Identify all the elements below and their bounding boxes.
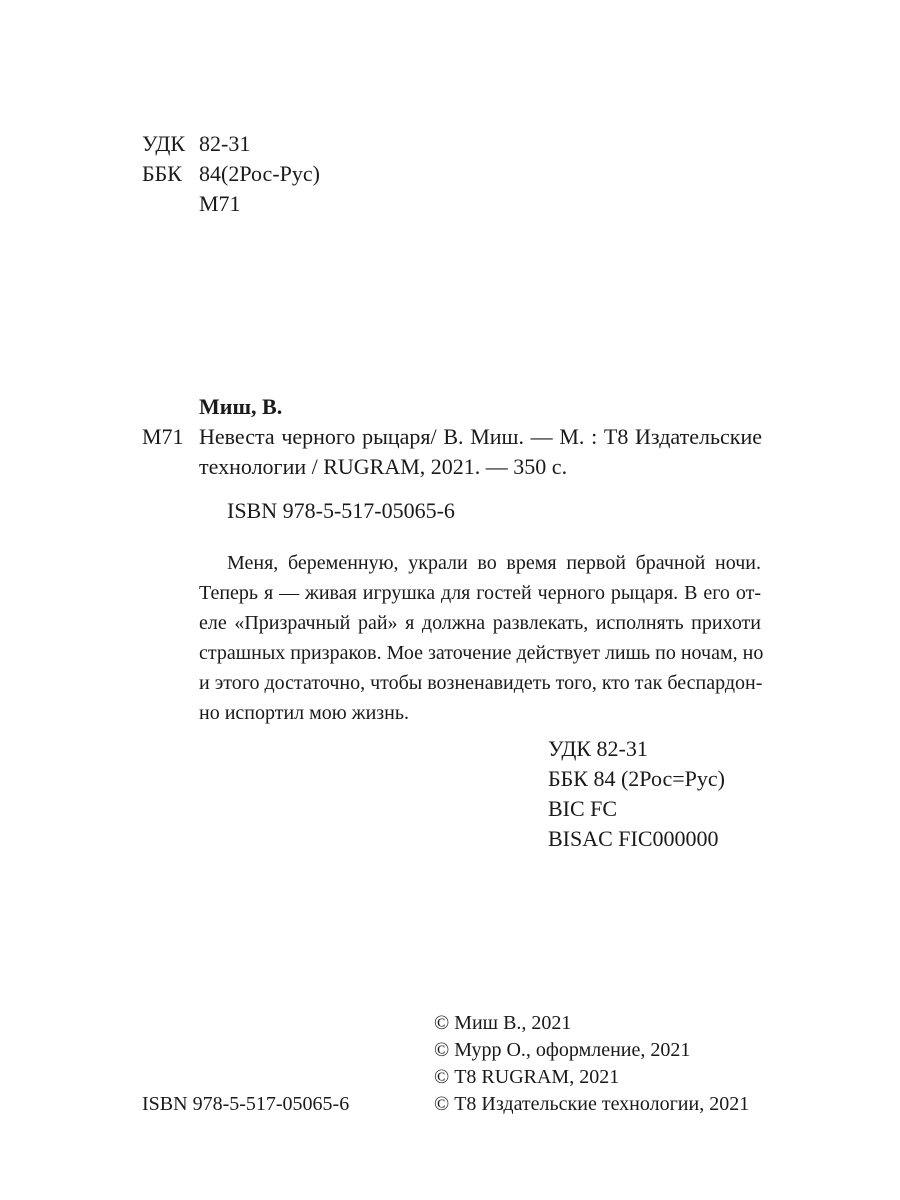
annotation-line: страшных призраков. Мое заточение действует лишь по ночам, но	[199, 642, 764, 664]
annotation-line: Теперь я — живая игрушка для гостей черного рыцаря. В его от-	[199, 582, 761, 604]
catalog-entry	[142, 392, 762, 526]
udk-value: 82-31	[199, 131, 251, 156]
bbk-label: ББК	[142, 161, 182, 186]
bibliographic-description: Невеста черного рыцаря/ В. Миш. — М. : Т8 Издательские технологии / RUGRAM, 2021. — 350 с.	[199, 424, 762, 479]
annotation-line: и этого достаточно, чтобы возненавидеть того, кто так беспардон-	[199, 672, 763, 694]
bbk-row	[142, 159, 320, 189]
author-name: Миш, В.	[199, 394, 283, 419]
subject-codes	[548, 734, 725, 854]
annotation-line: но испортил мою жизнь.	[199, 702, 409, 724]
udk-row	[142, 129, 320, 159]
annotation-line: Меня, беременную, украли во время первой брачной ночи.	[227, 552, 761, 574]
copyright-line: © Т8 Издательские технологии, 2021	[434, 1093, 750, 1115]
author-mark: М71	[199, 191, 241, 216]
entry-isbn: ISBN 978-5-517-05065-6	[227, 498, 455, 523]
bbk-value: 84(2Рос-Рус)	[199, 161, 320, 186]
bic-code: BIC FC	[548, 796, 618, 821]
copyright-line: © Т8 RUGRAM, 2021	[434, 1066, 620, 1088]
bisac-code: BISAC FIC000000	[548, 826, 719, 851]
copyright-line: © Миш В., 2021	[434, 1012, 572, 1034]
annotation	[199, 548, 764, 728]
annotation-line: еле «Призрачный рай» я должна развлекать, исполнять прихоти	[199, 612, 761, 634]
description-row	[142, 422, 762, 482]
entry-code: М71	[142, 424, 184, 449]
udk-label: УДК	[142, 131, 186, 156]
copyright-line: © Мурр О., оформление, 2021	[434, 1039, 691, 1061]
copyright-block	[434, 1010, 749, 1118]
classification-block	[142, 129, 320, 219]
bbk-code: ББК 84 (2Рос=Рус)	[548, 766, 725, 791]
isbn-bottom: ISBN 978-5-517-05065-6	[142, 1093, 350, 1115]
udk-code: УДК 82-31	[548, 736, 648, 761]
